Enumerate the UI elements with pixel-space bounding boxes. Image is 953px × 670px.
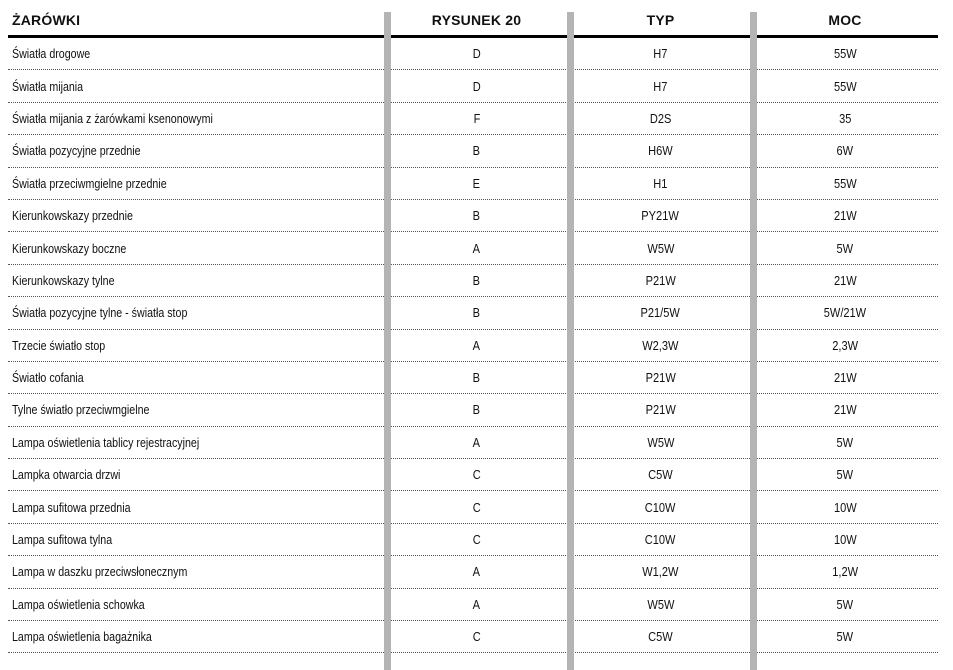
bulb-type-text: H7	[653, 78, 668, 94]
figure-letter-text: E	[472, 175, 481, 191]
bulb-power-text: 55W	[833, 175, 857, 191]
bulb-type	[569, 467, 752, 482]
bulb-power	[752, 79, 938, 94]
figure-letter-text: A	[472, 564, 481, 580]
bulb-name-text: Światła mijania	[12, 78, 84, 94]
bulb-name	[8, 241, 384, 256]
bulb-name-text: Lampa oświetlenia tablicy rejestracyjnej	[12, 434, 200, 450]
bulb-type	[569, 176, 752, 191]
bulb-name	[8, 532, 384, 547]
bulb-type-text: W5W	[646, 240, 675, 256]
bulb-power-text: 21W	[833, 208, 857, 224]
bulb-power	[752, 435, 938, 450]
bulb-power-text: 5W	[836, 467, 854, 483]
header-figure: RYSUNEK 20	[431, 12, 522, 28]
bulb-type-text: W5W	[646, 596, 675, 612]
bulb-type-text: H1	[653, 175, 668, 191]
bulb-name	[8, 500, 384, 515]
bulb-name-text: Kierunkowskazy tylne	[12, 272, 115, 288]
bulb-type	[569, 305, 752, 320]
figure-letter-text: D	[472, 46, 481, 62]
figure-letter	[384, 208, 569, 223]
bulb-name-text: Trzecie światło stop	[12, 337, 106, 353]
bulb-power	[752, 532, 938, 547]
figure-letter	[384, 500, 569, 515]
bulb-power-text: 5W	[836, 629, 854, 645]
bulb-type-text: D2S	[649, 110, 672, 126]
bulb-name	[8, 564, 384, 579]
table-row	[8, 38, 938, 70]
table-row	[8, 265, 938, 297]
figure-letter	[384, 79, 569, 94]
table-header	[8, 6, 938, 34]
bulb-name-text: Tylne światło przeciwmgielne	[12, 402, 150, 418]
bulb-name-text: Kierunkowskazy przednie	[12, 208, 133, 224]
bulb-power	[752, 370, 938, 385]
header-type: TYP	[646, 12, 675, 28]
bulb-power	[752, 467, 938, 482]
figure-letter-text: C	[472, 499, 481, 515]
bulb-name	[8, 597, 384, 612]
figure-letter-text: A	[472, 240, 481, 256]
figure-letter	[384, 435, 569, 450]
bulb-name	[8, 143, 384, 158]
column-separator	[567, 12, 574, 670]
bulb-name-text: Lampa oświetlenia schowka	[12, 596, 145, 612]
bulb-power-text: 1,2W	[832, 564, 858, 580]
figure-letter-text: B	[472, 305, 481, 321]
figure-letter	[384, 629, 569, 644]
bulb-type	[569, 402, 752, 417]
bulb-power-text: 21W	[833, 402, 857, 418]
table-row	[8, 200, 938, 232]
figure-letter-text: F	[473, 110, 480, 126]
figure-letter-text: B	[472, 208, 481, 224]
figure-letter	[384, 338, 569, 353]
bulb-power-text: 5W	[836, 240, 854, 256]
bulb-type	[569, 143, 752, 158]
bulb-type-text: W5W	[646, 434, 675, 450]
bulb-name	[8, 79, 384, 94]
figure-letter	[384, 370, 569, 385]
bulb-power	[752, 564, 938, 579]
bulb-power	[752, 338, 938, 353]
bulb-type-text: P21W	[645, 402, 676, 418]
table-row	[8, 621, 938, 653]
bulb-type-text: W2,3W	[642, 337, 679, 353]
table-row	[8, 394, 938, 426]
bulb-name-text: Lampa oświetlenia bagażnika	[12, 629, 152, 645]
bulb-type	[569, 241, 752, 256]
bulb-name-text: Światła pozycyjne przednie	[12, 143, 141, 159]
bulb-name-text: Lampka otwarcia drzwi	[12, 467, 121, 483]
table-row	[8, 103, 938, 135]
figure-letter-text: C	[472, 629, 481, 645]
bulb-type-text: C5W	[648, 467, 673, 483]
bulb-type	[569, 435, 752, 450]
figure-letter-text: B	[472, 272, 481, 288]
table-row	[8, 556, 938, 588]
bulb-type-text: PY21W	[641, 208, 680, 224]
bulb-power	[752, 597, 938, 612]
bulb-power-text: 35	[838, 110, 852, 126]
bulb-type-text: C5W	[648, 629, 673, 645]
figure-letter	[384, 273, 569, 288]
bulb-power	[752, 273, 938, 288]
bulb-power	[752, 402, 938, 417]
figure-letter-text: B	[472, 402, 481, 418]
bulb-name-text: Kierunkowskazy boczne	[12, 240, 127, 256]
table-row	[8, 232, 938, 264]
table-row	[8, 70, 938, 102]
table-body	[8, 38, 938, 653]
bulb-power	[752, 111, 938, 126]
figure-letter-text: B	[472, 370, 481, 386]
bulb-name-text: Lampa sufitowa tylna	[12, 532, 113, 548]
bulb-type	[569, 500, 752, 515]
bulb-name	[8, 46, 384, 61]
bulb-type-text: P21W	[645, 370, 676, 386]
bulb-name-text: Lampa sufitowa przednia	[12, 499, 131, 515]
table-row	[8, 330, 938, 362]
bulb-name-text: Lampa w daszku przeciwsłonecznym	[12, 564, 188, 580]
bulb-power	[752, 208, 938, 223]
table-row	[8, 135, 938, 167]
figure-letter	[384, 597, 569, 612]
bulb-power-text: 10W	[833, 499, 857, 515]
bulb-name	[8, 305, 384, 320]
bulb-power-text: 5W	[836, 434, 854, 450]
figure-letter-text: D	[472, 78, 481, 94]
bulb-power	[752, 143, 938, 158]
table-row	[8, 524, 938, 556]
figure-letter-text: C	[472, 467, 481, 483]
bulb-name	[8, 273, 384, 288]
table-row	[8, 491, 938, 523]
bulb-name	[8, 111, 384, 126]
bulb-power-text: 5W	[836, 596, 854, 612]
bulb-type	[569, 370, 752, 385]
bulb-table	[8, 6, 938, 34]
header-bulbs: ŻARÓWKI	[12, 12, 81, 28]
figure-letter	[384, 467, 569, 482]
bulb-power-text: 55W	[833, 78, 857, 94]
bulb-type	[569, 338, 752, 353]
bulb-type-text: P21/5W	[640, 305, 681, 321]
bulb-type	[569, 273, 752, 288]
table-row	[8, 589, 938, 621]
bulb-type	[569, 597, 752, 612]
bulb-type-text: P21W	[645, 272, 676, 288]
bulb-name-text: Światła pozycyjne tylne - światła stop	[12, 305, 188, 321]
figure-letter-text: B	[472, 143, 481, 159]
bulb-power	[752, 305, 938, 320]
column-separator	[750, 12, 757, 670]
bulb-type	[569, 79, 752, 94]
bulb-type-text: W1,2W	[642, 564, 679, 580]
figure-letter	[384, 402, 569, 417]
figure-letter-text: A	[472, 434, 481, 450]
figure-letter-text: A	[472, 337, 481, 353]
bulb-name-text: Światło cofania	[12, 370, 84, 386]
bulb-name	[8, 338, 384, 353]
table-row	[8, 168, 938, 200]
bulb-name-text: Światła przeciwmgielne przednie	[12, 175, 167, 191]
bulb-power	[752, 500, 938, 515]
bulb-power-text: 55W	[833, 46, 857, 62]
bulb-name	[8, 435, 384, 450]
figure-letter	[384, 564, 569, 579]
bulb-type-text: H6W	[648, 143, 673, 159]
figure-letter	[384, 111, 569, 126]
figure-letter-text: C	[472, 532, 481, 548]
bulb-power-text: 2,3W	[832, 337, 858, 353]
bulb-type	[569, 629, 752, 644]
bulb-power	[752, 629, 938, 644]
bulb-type-text: C10W	[645, 532, 676, 548]
figure-letter	[384, 305, 569, 320]
bulb-name-text: Światła drogowe	[12, 46, 91, 62]
bulb-power-text: 5W/21W	[823, 305, 867, 321]
column-separator	[384, 12, 391, 670]
figure-letter	[384, 176, 569, 191]
bulb-power-text: 10W	[833, 532, 857, 548]
header-power: MOC	[828, 12, 862, 28]
bulb-type-text: H7	[653, 46, 668, 62]
bulb-type	[569, 208, 752, 223]
bulb-name	[8, 176, 384, 191]
table-row	[8, 459, 938, 491]
bulb-name	[8, 370, 384, 385]
bulb-power-text: 21W	[833, 272, 857, 288]
bulb-type-text: C10W	[645, 499, 676, 515]
bulb-name	[8, 208, 384, 223]
bulb-type	[569, 111, 752, 126]
bulb-power	[752, 46, 938, 61]
bulb-power	[752, 241, 938, 256]
table-row	[8, 362, 938, 394]
bulb-type	[569, 564, 752, 579]
bulb-type	[569, 532, 752, 547]
figure-letter-text: A	[472, 596, 481, 612]
figure-letter	[384, 532, 569, 547]
bulb-name	[8, 467, 384, 482]
bulb-name-text: Światła mijania z żarówkami ksenonowymi	[12, 110, 213, 126]
figure-letter	[384, 143, 569, 158]
bulb-type	[569, 46, 752, 61]
bulb-name	[8, 629, 384, 644]
bulb-power-text: 6W	[836, 143, 854, 159]
figure-letter	[384, 241, 569, 256]
bulb-power	[752, 176, 938, 191]
bulb-name	[8, 402, 384, 417]
table-row	[8, 297, 938, 329]
bulb-power-text: 21W	[833, 370, 857, 386]
table-row	[8, 427, 938, 459]
figure-letter	[384, 46, 569, 61]
